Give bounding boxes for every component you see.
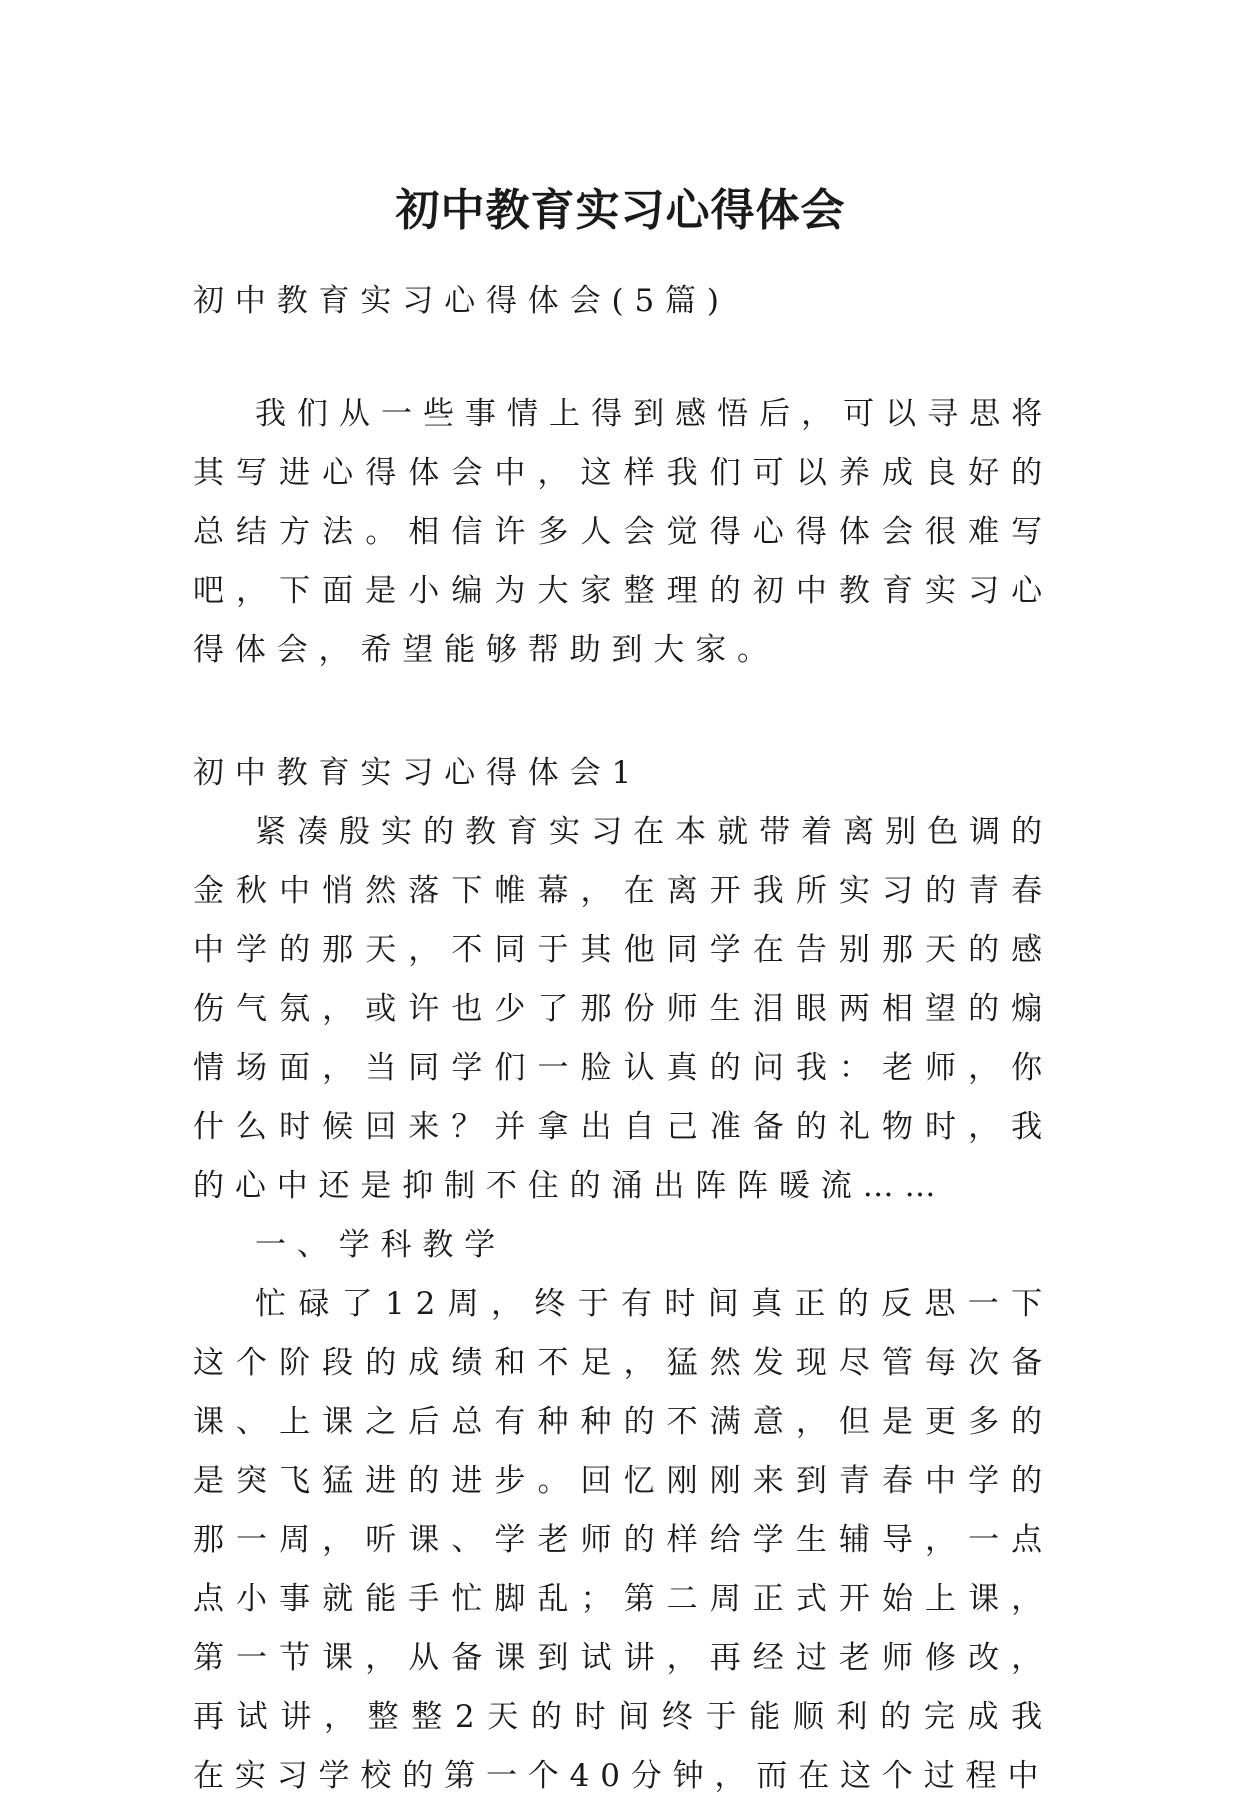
document-body xyxy=(193,272,1053,1806)
document-title: 初中教育实习心得体会 xyxy=(395,185,846,237)
subheading: 一、学科教学 xyxy=(255,1227,507,1263)
body-paragraph-2: 忙碌了12周，终于有时间真正的反思一下这个阶段的成绩和不足，猛然发现尽管每次备课、上课之后总有种种的不满意，但是更多的是突飞猛进的进步。回忆刚刚来到青春中学的那一周，听课、学老师的样给学生辅导，一点点小事就能手忙脚乱；第二周正式开始上课，第一节课，从备课到试讲，再经过老师修改，再试讲，整整2天的时间终于能顺利的完成我在实习学校的第一个40分钟，而在这个过程中 xyxy=(193,1286,1053,1794)
intro-paragraph: 我们从一些事情上得到感悟后，可以寻思将其写进心得体会中，这样我们可以养成良好的总结方法。相信许多人会觉得心得体会很难写吧，下面是小编为大家整理的初中教育实习心得体会，希望能够帮助到大家。 xyxy=(193,396,1053,668)
document-subtitle: 初中教育实习心得体会(5篇) xyxy=(193,283,730,319)
section-heading: 初中教育实习心得体会1 xyxy=(193,755,643,791)
body-paragraph-1: 紧凑殷实的教育实习在本就带着离别色调的金秋中悄然落下帷幕，在离开我所实习的青春中学的那天，不同于其他同学在告别那天的感伤气氛，或许也少了那份师生泪眼两相望的煽情场面，当同学们一脸认真的问我：老师，你什么时候回来？并拿出自己准备的礼物时，我的心中还是抑制不住的涌出阵阵暖流…… xyxy=(193,814,1053,1204)
